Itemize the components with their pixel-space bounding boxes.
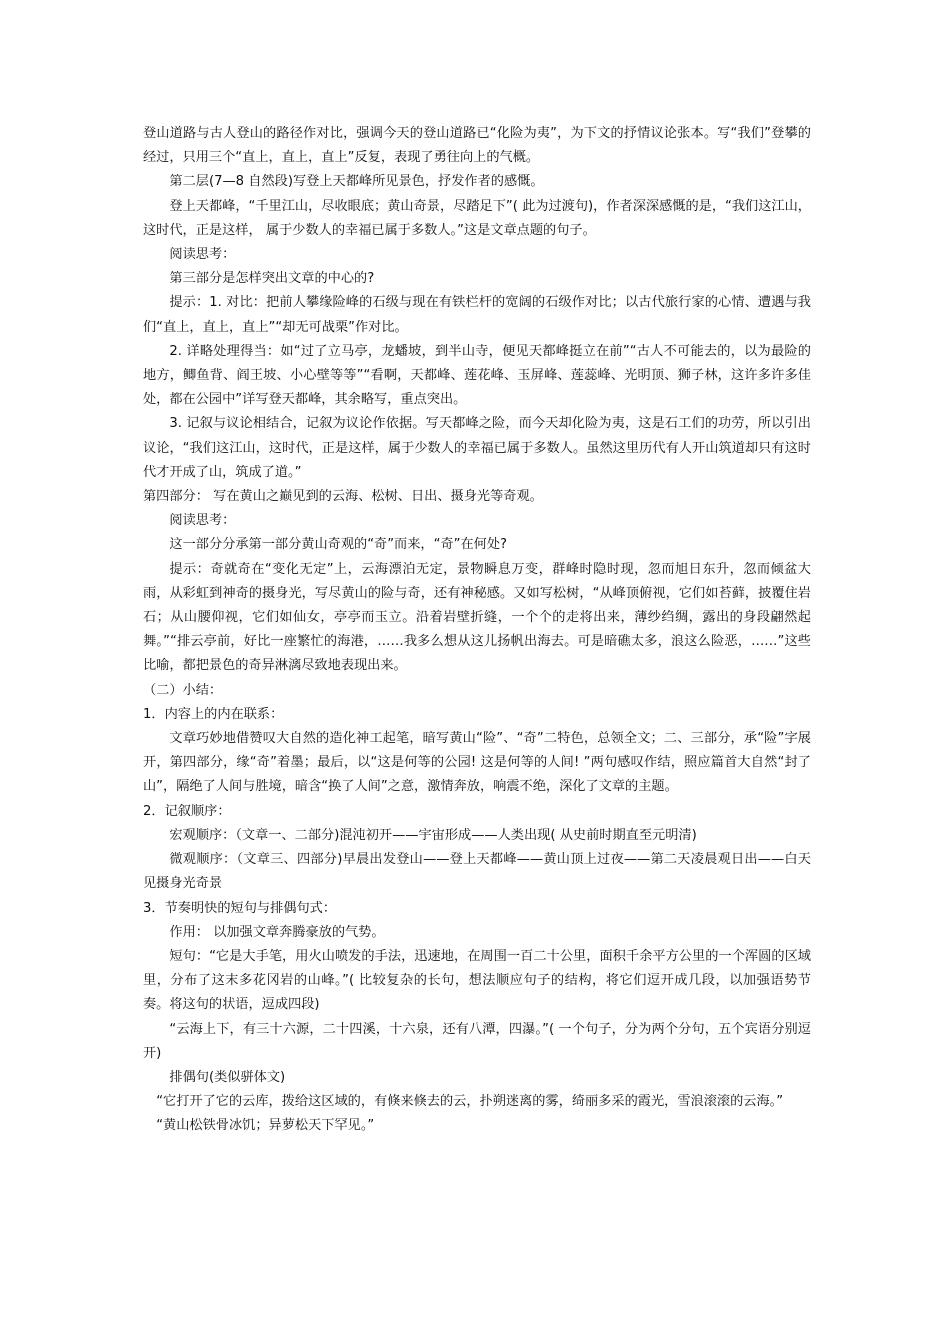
paragraph: 登山道路与古人登山的路径作对比，强调今天的登山道路已“化险为夷”，为下文的抒情议论张本。写“我们”登攀的经过，只用三个“直上，直上，直上”反复，表现了勇往向上的气概。 [143, 126, 811, 166]
paragraph: 1．内容上的内在联系： [143, 706, 284, 722]
paragraph: 登上天都峰，“千里江山，尽收眼底；黄山奇景，尽踏足下”( 此为过渡句)，作者深深感慨的是，“我们这江山，这时代，正是这样， 属于少数人的幸福已属于多数人。”这是文章点题的句子。 [143, 198, 811, 238]
paragraph: 排偶句(类似骈体文) [169, 1069, 286, 1085]
paragraph: 提示：奇就奇在“变化无定”上，云海漂泊无定，景物瞬息万变，群峰时隐时现，忽而旭日东升，忽而倾盆大雨，从彩虹到神奇的摄身光，写尽黄山的险与奇，还有神秘感。又如写松树，“从峰顶俯视，它们如苔藓，披覆住岩石；从山腰仰视，它们如仙女，亭亭而玉立。沿着岩壁折缝，一个个的走将出来，薄纱绉绸，露出的身段翩然起舞。”“排云亭前，好比一座繁忙的海港，……我多么想从这儿扬帆出海去。可是暗礁太多，浪这么险恶，……”这些比喻，都把景色的奇异淋漓尽致地表现出来。 [143, 561, 811, 674]
paragraph: 第三部分是怎样突出文章的中心的? [169, 271, 375, 287]
paragraph: “它打开了它的云库，拨给这区域的，有倏来倏去的云，扑朔迷离的雾，绮丽多采的霞光，雪浪滚滚的云海。” [156, 1094, 784, 1110]
paragraph: “黄山松铁骨冰饥；异萝松天下罕见。” [156, 1118, 375, 1134]
paragraph: （二）小结： [143, 682, 223, 698]
paragraph: 文章巧妙地借赞叹大自然的造化神工起笔，暗写黄山“险”、“奇”二特色，总领全文；二、三部分，承“险”字展开，第四部分，缘“奇”着墨；最后，以“这是何等的公园! 这是何等的人间! ”两句感叹作结，照应篇首大自然“封了山”，隔绝了人间与胜境，暗含“换了人间”之意，激情奔放，响震不绝，深化了文章的主题。 [143, 731, 811, 795]
paragraph: 阅读思考： [169, 513, 236, 529]
paragraph: 宏观顺序：（文章一、二部分)混沌初开——宇宙形成——人类出现( 从史前时期直至元明清) [169, 827, 697, 843]
paragraph: 作用： 以加强文章奔腾豪放的气势。 [169, 924, 385, 940]
paragraph: 2．记叙顺序： [143, 803, 231, 819]
paragraph: 这一部分分承第一部分黄山奇观的“奇”而来，“奇”在何处? [169, 537, 508, 553]
paragraph: 阅读思考： [169, 247, 236, 263]
paragraph: 3．节奏明快的短句与排偶句式： [143, 900, 337, 916]
paragraph: 微观顺序：（文章三、四部分)早晨出发登山——登上天都峰——黄山顶上过夜——第二天凌晨观日出——白天见摄身光奇景 [143, 852, 811, 892]
paragraph: 第二层(7—8 自然段)写登上天都峰所见景色，抒发作者的感慨。 [169, 174, 544, 190]
paragraph: 短句：“它是大手笔，用火山喷发的手法，迅速地，在周围一百二十公里，面积千余平方公里的一个浑圆的区域里，分布了这末多花冈岩的山峰。”( 比较复杂的长句，想法顺应句子的结构，将它们逗开成几段，以加强语势节奏。将这句的状语，逗成四段) [143, 948, 811, 1013]
paragraph: 提示：1. 对比：把前人攀缘险峰的石级与现在有铁栏杆的宽阔的石级作对比；以古代旅行家的心情、遭遇与我们“直上，直上，直上”“却无可战栗”作对比。 [143, 295, 811, 335]
document-body [143, 122, 811, 1139]
paragraph: 第四部分： 写在黄山之巅见到的云海、松树、日出、摄身光等奇观。 [143, 489, 543, 505]
paragraph: “云海上下，有三十六源，二十四溪，十六泉，还有八潭，四瀑。”( 一个句子，分为两个分句，五个宾语分别逗开) [143, 1021, 811, 1061]
paragraph: 2. 详略处理得当：如“过了立马亭，龙蟠坡，到半山寺，便见天都峰挺立在前”“古人不可能去的，以为最险的地方，鲫鱼背、阎王坡、小心壁等等”“看啊，天都峰、莲花峰、玉屏峰、莲蕊峰、光明顶、狮子林，这许多许多佳处，都在公园中”详写登天都峰，其余略写，重点突出。 [143, 343, 811, 408]
paragraph: 3. 记叙与议论相结合，记叙为议论作依据。写天都峰之险，而今天却化险为夷，这是石工们的功劳，所以引出议论，“我们这江山，这时代，正是这样，属于少数人的幸福已属于多数人。虽然这里历代有人开山筑道却只有这时代才开成了山，筑成了道。” [143, 416, 811, 480]
